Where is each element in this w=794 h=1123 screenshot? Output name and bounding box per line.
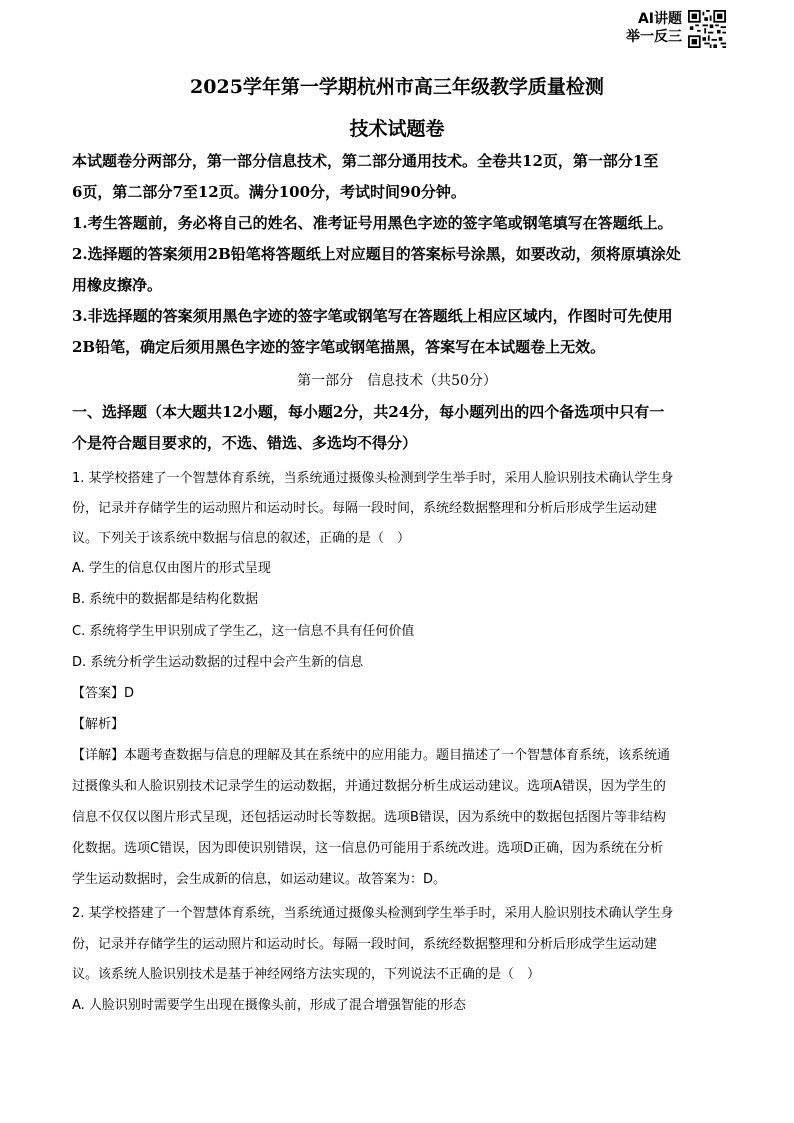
intro-line: 6页，第二部分7至12页。满分100分，考试时间90分钟。	[72, 183, 466, 201]
q1-option-a: A. 学生的信息仅由图片的形式呈现	[72, 561, 271, 576]
q2-stem: 份，记录并存储学生的运动照片和运动时长。每隔一段时间，系统经数据整理和分析后形成学生运动建	[72, 937, 658, 952]
badge-line2: 举一反三	[626, 29, 682, 45]
badge-line1: AI讲题	[637, 11, 682, 27]
intro-line: 1.考生答题前，务必将自己的姓名、准考证号用黑色字迹的签字笔或钢笔填写在答题纸上。	[72, 214, 673, 232]
q1-option-b: B. 系统中的数据都是结构化数据	[72, 592, 259, 607]
q1-stem: 份，记录并存储学生的运动照片和运动时长。每隔一段时间，系统经数据整理和分析后形成学生运动建	[72, 501, 658, 516]
q1-answer: 【答案】D	[72, 686, 135, 701]
q1-option-d: D. 系统分析学生运动数据的过程中会产生新的信息	[72, 655, 364, 670]
q1-stem: 议。下列关于该系统中数据与信息的叙述，正确的是（ ）	[72, 531, 411, 546]
exam-subtitle: 技术试题卷	[349, 118, 445, 140]
q1-stem: 1. 某学校搭建了一个智慧体育系统，当系统通过摄像头检测到学生举手时，采用人脸识别技术确认学生身	[72, 471, 674, 486]
q2-stem: 2. 某学校搭建了一个智慧体育系统，当系统通过摄像头检测到学生举手时，采用人脸识别技术确认学生身	[72, 906, 674, 921]
q1-detail: 【详解】本题考查数据与信息的理解及其在系统中的应用能力。题目描述了一个智慧体育系统，该系统通	[72, 748, 671, 763]
q1-detail: 过摄像头和人脸识别技术记录学生的运动数据，并通过数据分析生成运动建议。选项A错误，因为学生的	[72, 779, 666, 794]
q1-detail: 信息不仅仅以图片形式呈现，还包括运动时长等数据。选项B错误，因为系统中的数据包括图片等非结构	[72, 810, 666, 825]
intro-line: 本试题卷分两部分，第一部分信息技术，第二部分通用技术。全卷共12页，第一部分1至	[72, 152, 659, 170]
q1-option-c: C. 系统将学生甲识别成了学生乙，这一信息不具有任何价值	[72, 624, 415, 639]
qr-code-icon[interactable]	[688, 10, 726, 48]
q1-analysis-label: 【解析】	[72, 717, 125, 732]
section-title: 第一部分 信息技术（共50分）	[297, 373, 497, 389]
intro-line: 用橡皮擦净。	[72, 276, 163, 294]
intro-line: 2.选择题的答案须用2B铅笔将答题纸上对应题目的答案标号涂黑，如要改动，须将原填涂处	[72, 245, 681, 263]
q2-option-a: A. 人脸识别时需要学生出现在摄像头前，形成了混合增强智能的形态	[72, 998, 466, 1013]
intro-line: 3.非选择题的答案须用黑色字迹的签字笔或钢笔写在答题纸上相应区域内，作图时可先使用	[72, 307, 673, 325]
intro-line: 2B铅笔，确定后须用黑色字迹的签字笔或钢笔描黑，答案写在本试题卷上无效。	[72, 338, 606, 356]
ai-explain-badge[interactable]	[608, 8, 728, 48]
q1-detail: 学生运动数据时，会生成新的信息，如运动建议。故答案为：D。	[72, 872, 447, 887]
part-heading: 一、选择题（本大题共12小题，每小题2分，共24分，每小题列出的四个备选项中只有一	[72, 403, 665, 421]
part-heading: 个是符合题目要求的，不选、错选、多选均不得分）	[72, 434, 418, 452]
exam-title: 2025学年第一学期杭州市高三年级教学质量检测	[190, 76, 604, 98]
q1-detail: 化数据。选项C错误，因为即使识别错误，这一信息仍可能用于系统改进。选项D正确，因为系统在分析	[72, 841, 664, 856]
badge-text	[622, 10, 682, 46]
q2-stem: 议。该系统人脸识别技术是基于神经网络方法实现的，下列说法不正确的是（ ）	[72, 967, 541, 982]
